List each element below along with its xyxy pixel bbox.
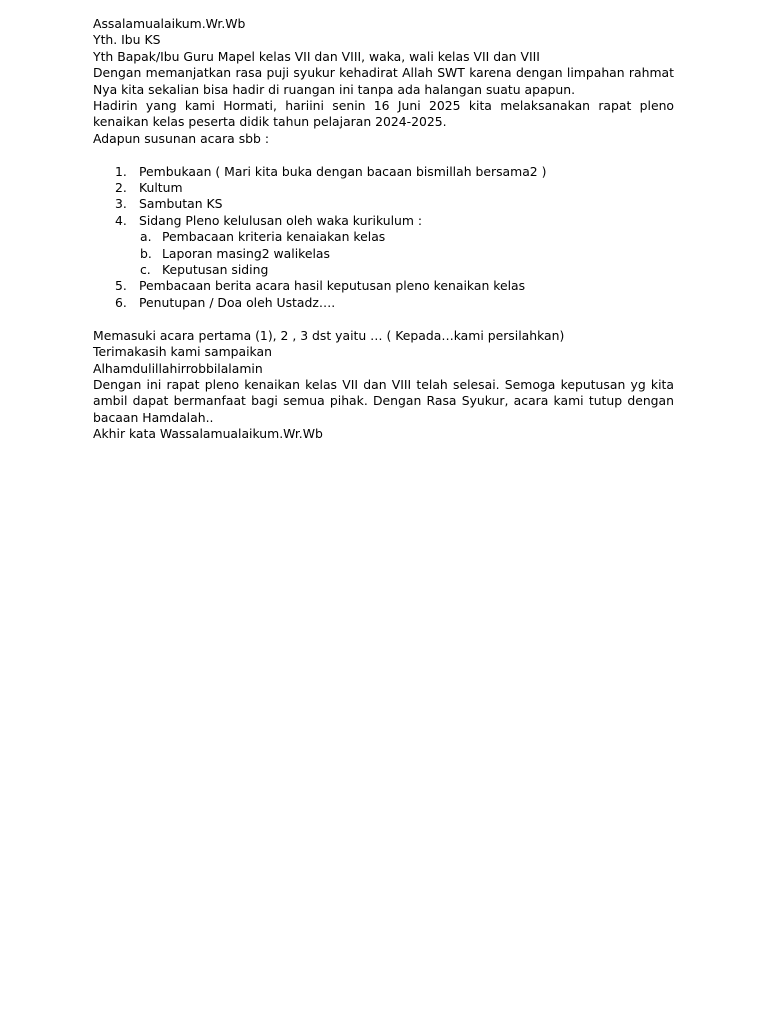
sub-agenda-item: [139, 246, 674, 262]
sub-agenda-letter: b.: [140, 245, 152, 261]
blank-line: [93, 147, 674, 163]
paragraph-syukur: Dengan memanjatkan rasa puji syukur kehadirat Allah SWT karena dengan limpahan rahmat Nya kita sekalian bisa hadir di ruangan ini tanpa ada halangan suatu apapun.: [93, 65, 674, 97]
sub-agenda-item: [139, 262, 674, 278]
agenda-number: 1.: [115, 163, 127, 179]
document-page: [93, 16, 674, 443]
agenda-number: 4.: [115, 212, 127, 228]
agenda-number: 5.: [115, 278, 127, 294]
agenda-number: 2.: [115, 180, 127, 196]
agenda-list: [93, 164, 674, 312]
sub-agenda-letter: c.: [140, 262, 151, 278]
sub-agenda-list: [139, 229, 674, 278]
addressee-teachers: Yth Bapak/Ibu Guru Mapel kelas VII dan VIII, waka, wali kelas VII dan VIII: [93, 48, 540, 64]
agenda-item: [93, 164, 674, 180]
agenda-item: [93, 180, 674, 196]
agenda-item: [93, 213, 674, 279]
sub-agenda-text: Laporan masing2 walikelas: [162, 245, 330, 261]
greeting-line: Assalamualaikum.Wr.Wb: [93, 16, 246, 31]
paragraph-penutup: Dengan ini rapat pleno kenaikan kelas VII dan VIII telah selesai. Semoga keputusan yg kita ambil dapat bermanfaat bagi semua pihak. Dengan Rasa Syukur, acara kami tutup dengan bacaan Hamdalah..: [93, 376, 674, 425]
agenda-text: Sidang Pleno kelulusan oleh waka kurikulum :: [139, 212, 423, 228]
agenda-item: [93, 295, 674, 311]
agenda-number: 3.: [115, 196, 127, 212]
agenda-intro: Adapun susunan acara sbb :: [93, 130, 270, 146]
agenda-text: Pembukaan ( Mari kita buka dengan bacaan bismillah bersama2 ): [139, 163, 547, 179]
agenda-text: Penutupan / Doa oleh Ustadz….: [139, 294, 336, 310]
paragraph-hadirin: Hadirin yang kami Hormati, hariini senin 16 Juni 2025 kita melaksanakan rapat pleno kenaikan kelas peserta didik tahun pelajaran 2024-2025.: [93, 98, 674, 130]
alhamdulillah-line: Alhamdulillahirrobbilalamin: [93, 360, 263, 376]
first-agenda-line: Memasuki acara pertama (1), 2 , 3 dst yaitu … ( Kepada…kami persilahkan): [93, 327, 565, 343]
sub-agenda-text: Pembacaan kriteria kenaiakan kelas: [162, 229, 386, 245]
sub-agenda-letter: a.: [140, 229, 152, 245]
agenda-item: [93, 278, 674, 294]
sub-agenda-text: Keputusan siding: [162, 262, 269, 278]
sub-agenda-item: [139, 229, 674, 245]
agenda-text: Kultum: [139, 180, 183, 196]
agenda-text: Sambutan KS: [139, 196, 223, 212]
blank-line: [93, 311, 674, 327]
closing-greeting: Akhir kata Wassalamualaikum.Wr.Wb: [93, 426, 323, 442]
thanks-line: Terimakasih kami sampaikan: [93, 344, 272, 360]
agenda-text: Pembacaan berita acara hasil keputusan pleno kenaikan kelas: [139, 278, 526, 294]
agenda-number: 6.: [115, 294, 127, 310]
addressee-ks: Yth. Ibu KS: [93, 32, 161, 48]
agenda-item: [93, 196, 674, 212]
